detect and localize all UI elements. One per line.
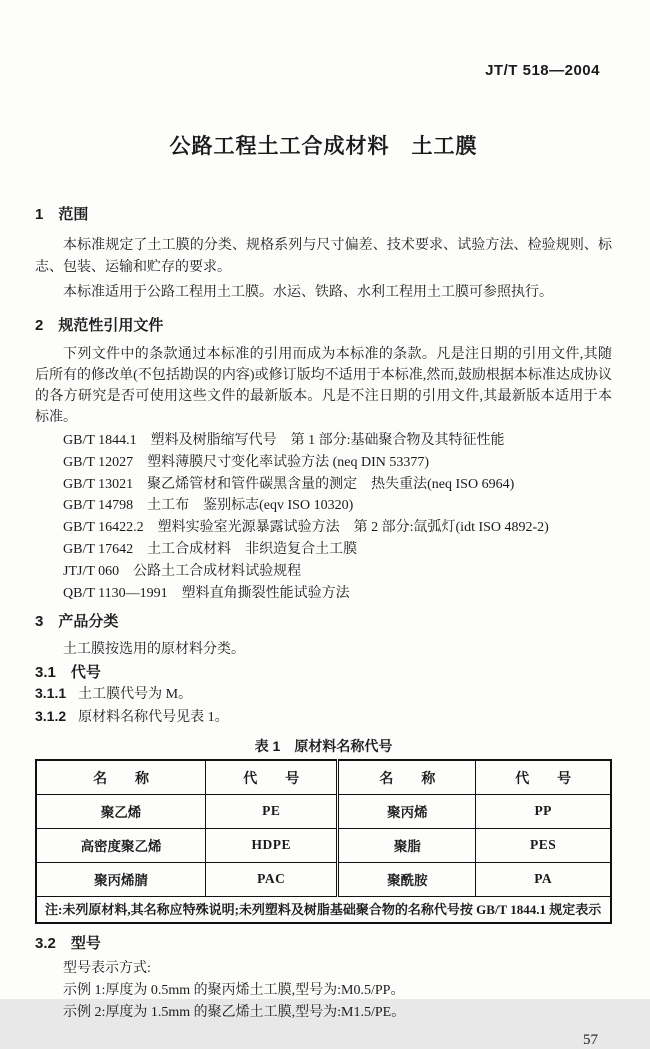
reference-item: GB/T 16422.2 塑料实验室光源暴露试验方法 第 2 部分:氙弧灯(idt ISO 4892-2)	[63, 520, 549, 536]
material-code: HDPE	[206, 828, 338, 862]
table-row	[36, 794, 611, 828]
table-row	[36, 828, 611, 862]
section-3-1-heading: 3.1 代号	[35, 664, 101, 682]
column-header: 代 号	[476, 760, 611, 794]
table-1-caption: 表 1 原材料名称代号	[254, 738, 393, 755]
material-name: 聚丙烯	[338, 794, 476, 828]
table-note: 注:未列原材料,其名称应特殊说明;未列塑料及树脂基础聚合物的名称代号按 GB/T 1844.1 规定表示	[36, 896, 611, 923]
section-1-paragraph-2: 本标准适用于公路工程用土工膜。水运、铁路、水利工程用土工膜可参照执行。	[63, 285, 553, 300]
material-name: 聚酰胺	[338, 862, 476, 896]
section-2-heading: 2 规范性引用文件	[35, 317, 164, 334]
model-designation-intro: 型号表示方式:	[63, 960, 151, 976]
reference-item: GB/T 17642 土工合成材料 非织造复合土工膜	[63, 541, 358, 557]
material-code-table	[35, 759, 612, 924]
section-3-heading: 3 产品分类	[35, 613, 119, 631]
material-code: PAC	[206, 862, 338, 896]
table-note-row	[36, 896, 611, 923]
material-name: 聚脂	[338, 828, 476, 862]
material-name: 高密度聚乙烯	[36, 828, 206, 862]
table-header-row	[36, 760, 611, 794]
reference-item: GB/T 12027 塑料薄膜尺寸变化率试验方法 (neq DIN 53377)	[63, 454, 430, 470]
clause-3-1-2	[35, 706, 612, 728]
clause-number: 3.1.2	[35, 708, 67, 725]
material-code: PES	[476, 828, 611, 862]
section-2-intro: 下列文件中的条款通过本标准的引用而成为本标准的条款。凡是注日期的引用文件,其随后所有的修改单(不包括勘误的内容)或修订版均不适用于本标准,然而,鼓励根据本标准达成协议的各方研究是否可使用这些文件的最新版本。凡是不注日期的引用文件,其最新版本适用于本标准。	[35, 347, 612, 425]
reference-item: GB/T 1844.1 塑料及树脂缩写代号 第 1 部分:基础聚合物及其特征性能	[63, 433, 505, 448]
section-1-heading: 1 范围	[35, 206, 89, 223]
model-example-2: 示例 2:厚度为 1.5mm 的聚乙烯土工膜,型号为:M1.5/PE。	[63, 1004, 406, 1020]
standard-number: JT/T 518—2004	[485, 62, 600, 79]
reference-item: GB/T 13021 聚乙烯管材和管件碳黑含量的测定 热失重法(neq ISO 6964)	[63, 476, 515, 492]
material-name: 聚丙烯腈	[36, 862, 206, 896]
material-code: PA	[476, 862, 611, 896]
material-code: PE	[206, 794, 338, 828]
clause-text: 原材料名称代号见表 1。	[78, 710, 229, 726]
document-title: 公路工程土工合成材料 土工膜	[169, 135, 478, 158]
clause-number: 3.1.1	[35, 685, 67, 702]
page-number: 57	[583, 1031, 598, 1048]
column-header: 代 号	[206, 760, 338, 794]
column-header: 名 称	[36, 760, 206, 794]
model-example-1: 示例 1:厚度为 0.5mm 的聚丙烯土工膜,型号为:M0.5/PP。	[63, 982, 405, 998]
clause-3-1-1	[35, 683, 612, 705]
material-code: PP	[476, 794, 611, 828]
section-3-intro: 土工膜按选用的原材料分类。	[63, 642, 245, 658]
column-header: 名 称	[338, 760, 476, 794]
material-name: 聚乙烯	[36, 794, 206, 828]
reference-item: JTJ/T 060 公路土工合成材料试验规程	[63, 563, 302, 579]
reference-item: GB/T 14798 土工布 鉴别标志(eqv ISO 10320)	[63, 498, 354, 514]
table-row	[36, 862, 611, 896]
clause-text: 土工膜代号为 M。	[78, 687, 193, 703]
section-3-2-heading: 3.2 型号	[35, 934, 101, 952]
normative-references-list	[35, 430, 612, 604]
reference-item: QB/T 1130—1991 塑料直角撕裂性能试验方法	[63, 585, 350, 601]
section-1-paragraph-1: 本标准规定了土工膜的分类、规格系列与尺寸偏差、技术要求、试验方法、检验规则、标志、包装、运输和贮存的要求。	[35, 238, 612, 275]
